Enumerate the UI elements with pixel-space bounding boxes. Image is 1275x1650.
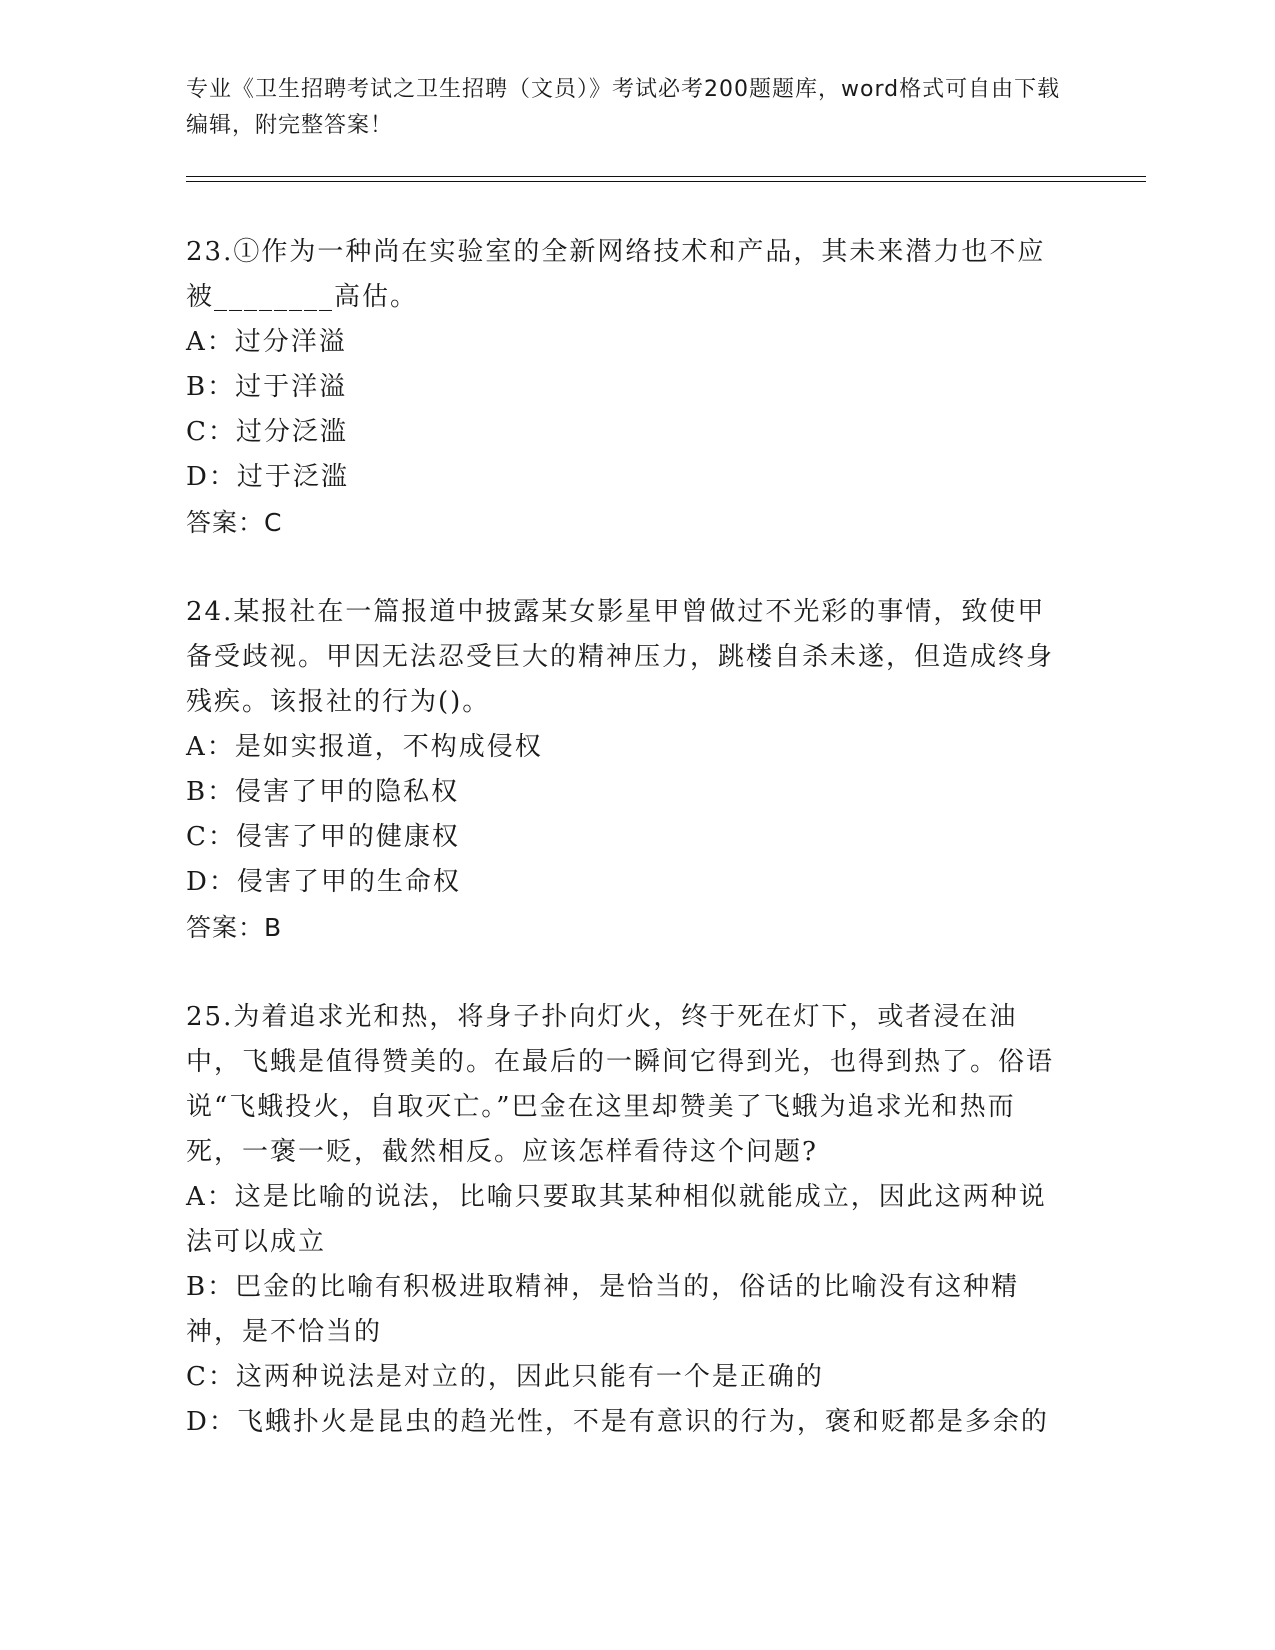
option-b: B：侵害了甲的隐私权 bbox=[186, 777, 460, 807]
question-stem: 24.某报社在一篇报道中披露某女影星甲曾做过不光彩的事情，致使甲备受歧视。甲因无法忍受巨大的精神压力，跳楼自杀未遂，但造成终身残疾。该报社的行为()。 bbox=[186, 597, 1055, 717]
question-stem: 25.为着追求光和热，将身子扑向灯火，终于死在灯下，或者浸在油中，飞蛾是值得赞美的。在最后的一瞬间它得到光，也得到热了。俗语说“飞蛾投火，自取灭亡。”巴金在这里却赞美了飞蛾为追求光和热而死，一褒一贬，截然相反。应该怎样看待这个问题? bbox=[186, 1002, 1055, 1167]
answer-line bbox=[186, 500, 1066, 545]
option-a: A：这是比喻的说法，比喻只要取其某种相似就能成立，因此这两种说法可以成立 bbox=[186, 1182, 1047, 1257]
option-b: B：过于洋溢 bbox=[186, 372, 348, 402]
question-24 bbox=[186, 590, 1066, 950]
option-c: C：这两种说法是对立的，因此只能有一个是正确的 bbox=[186, 1362, 824, 1392]
question-25 bbox=[186, 995, 1066, 1445]
answer-line bbox=[186, 905, 1066, 950]
option-d: D：侵害了甲的生命权 bbox=[186, 867, 461, 897]
question-stem: 23.①作为一种尚在实验室的全新网络技术和产品，其未来潜力也不应被________高估。 bbox=[186, 237, 1046, 312]
option-d: D：飞蛾扑火是昆虫的趋光性，不是有意识的行为，褒和贬都是多余的 bbox=[186, 1407, 1049, 1437]
option-c: C：过分泛滥 bbox=[186, 417, 348, 447]
answer-value: C bbox=[264, 508, 283, 537]
header-rule-top bbox=[186, 176, 1146, 177]
answer-value: B bbox=[264, 913, 283, 942]
question-23 bbox=[186, 230, 1066, 545]
question-list bbox=[186, 230, 1066, 1490]
option-c: C：侵害了甲的健康权 bbox=[186, 822, 460, 852]
option-b: B：巴金的比喻有积极进取精神，是恰当的，俗话的比喻没有这种精神，是不恰当的 bbox=[186, 1272, 1020, 1347]
document-header: 专业《卫生招聘考试之卫生招聘（文员）》考试必考200题题库，word格式可自由下载编辑，附完整答案！ bbox=[186, 77, 1061, 138]
option-d: D：过于泛滥 bbox=[186, 462, 349, 492]
header-rule-bottom bbox=[186, 181, 1146, 182]
answer-label: 答案： bbox=[186, 508, 265, 537]
option-a: A：是如实报道，不构成侵权 bbox=[186, 732, 543, 762]
option-a: A：过分洋溢 bbox=[186, 327, 347, 357]
answer-label: 答案： bbox=[186, 913, 265, 942]
